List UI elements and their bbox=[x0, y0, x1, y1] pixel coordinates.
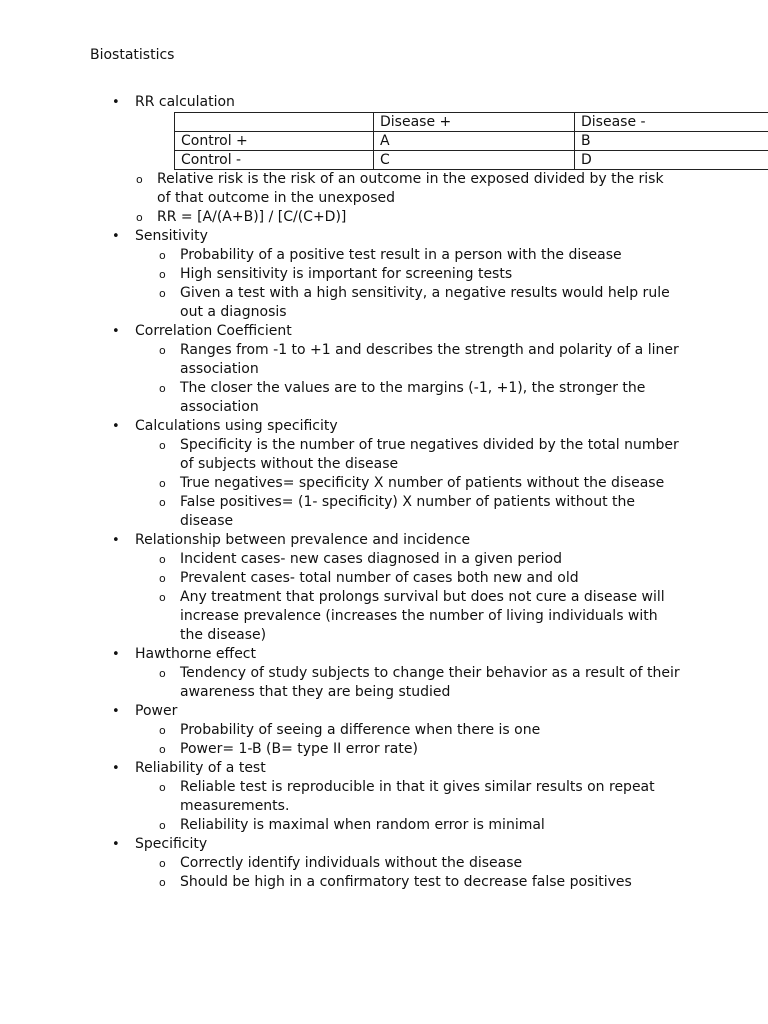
document-title: Biostatistics bbox=[90, 47, 175, 63]
topic-correlation-coefficient bbox=[0, 322, 768, 417]
list-item-text: Reliable test is reproducible in that it gives similar results on repeat measurements. bbox=[180, 779, 655, 814]
sub-bullet-icon: o bbox=[159, 591, 166, 604]
sub-list bbox=[135, 664, 768, 702]
list-item-text: Should be high in a confirmatory test to decrease false positives bbox=[180, 874, 632, 890]
list-item bbox=[135, 379, 680, 417]
list-item-text: Probability of a positive test result in a person with the disease bbox=[180, 247, 622, 263]
table-cell: C bbox=[374, 151, 575, 170]
topic-label: Hawthorne effect bbox=[135, 646, 256, 662]
list-item-text: Reliability is maximal when random error is minimal bbox=[180, 817, 545, 833]
list-item-text: False positives= (1- specificity) X number of patients without the disease bbox=[180, 494, 636, 529]
table-header-cell bbox=[175, 113, 374, 132]
bullet-icon: • bbox=[112, 419, 120, 434]
sub-bullet-icon: o bbox=[159, 667, 166, 680]
list-item-text: Prevalent cases- total number of cases both new and old bbox=[180, 570, 579, 586]
topic-sensitivity bbox=[0, 227, 768, 322]
topic-specificity bbox=[0, 835, 768, 892]
sub-bullet-icon: o bbox=[136, 173, 143, 186]
sub-bullet-icon: o bbox=[159, 477, 166, 490]
topic-reliability-of-a-test bbox=[0, 759, 768, 835]
bullet-icon: • bbox=[112, 324, 120, 339]
topic-rr-calculation bbox=[0, 93, 768, 227]
sub-bullet-icon: o bbox=[159, 496, 166, 509]
list-item bbox=[135, 569, 680, 588]
sub-bullet-icon: o bbox=[159, 268, 166, 281]
list-item bbox=[135, 341, 680, 379]
sub-list bbox=[135, 854, 768, 892]
sub-list bbox=[135, 550, 768, 645]
list-item bbox=[135, 816, 680, 835]
list-item bbox=[135, 588, 680, 645]
topic-calculations-using-specificity bbox=[0, 417, 768, 531]
list-item-text: Ranges from -1 to +1 and describes the strength and polarity of a liner association bbox=[180, 342, 679, 377]
list-item-text: Power= 1-B (B= type II error rate) bbox=[180, 741, 418, 757]
list-item bbox=[135, 493, 680, 531]
sub-list bbox=[135, 721, 768, 759]
sub-list bbox=[135, 778, 768, 835]
topic-label: Reliability of a test bbox=[135, 760, 266, 776]
sub-list bbox=[135, 246, 768, 322]
sub-list bbox=[135, 170, 768, 227]
sub-list bbox=[135, 341, 768, 417]
table-cell: B bbox=[575, 132, 768, 151]
sub-bullet-icon: o bbox=[159, 743, 166, 756]
sub-list bbox=[135, 436, 768, 531]
bullet-icon: • bbox=[112, 229, 120, 244]
bullet-icon: • bbox=[112, 704, 120, 719]
bullet-icon: • bbox=[112, 837, 120, 852]
list-item-text: Tendency of study subjects to change their behavior as a result of their awareness that they are being studied bbox=[180, 665, 680, 700]
table-header-cell: Disease + bbox=[374, 113, 575, 132]
sub-bullet-icon: o bbox=[159, 572, 166, 585]
list-item bbox=[135, 664, 680, 702]
sub-bullet-icon: o bbox=[159, 382, 166, 395]
table-row bbox=[175, 132, 768, 151]
sub-bullet-icon: o bbox=[159, 344, 166, 357]
topic-label: Specificity bbox=[135, 836, 208, 852]
bullet-icon: • bbox=[112, 761, 120, 776]
list-item-text: RR = [A/(A+B)] / [C/(C+D)] bbox=[157, 209, 347, 225]
list-item bbox=[135, 740, 680, 759]
topic-label: Calculations using specificity bbox=[135, 418, 338, 434]
list-item bbox=[135, 778, 680, 816]
list-item-text: The closer the values are to the margins (-1, +1), the stronger the association bbox=[180, 380, 646, 415]
sub-bullet-icon: o bbox=[159, 781, 166, 794]
list-item bbox=[135, 854, 680, 873]
topic-label: Relationship between prevalence and incidence bbox=[135, 532, 471, 548]
list-item-text: Specificity is the number of true negatives divided by the total number of subjects without the disease bbox=[180, 437, 679, 472]
bullet-icon: • bbox=[112, 533, 120, 548]
list-item-text: High sensitivity is important for screening tests bbox=[180, 266, 513, 282]
table-cell: A bbox=[374, 132, 575, 151]
table-cell: Control + bbox=[175, 132, 374, 151]
list-item bbox=[135, 474, 680, 493]
sub-bullet-icon: o bbox=[159, 857, 166, 870]
list-item-text: Relative risk is the risk of an outcome in the exposed divided by the risk of that outcome in the unexposed bbox=[157, 171, 664, 206]
list-item-text: Incident cases- new cases diagnosed in a given period bbox=[180, 551, 562, 567]
table-row bbox=[175, 151, 768, 170]
list-item-text: Any treatment that prolongs survival but does not cure a disease will increase prevalence (increases the number of living individuals with the disease) bbox=[180, 589, 665, 643]
list-item bbox=[135, 265, 680, 284]
notes-outline bbox=[0, 93, 768, 892]
list-item bbox=[135, 208, 677, 227]
sub-bullet-icon: o bbox=[159, 876, 166, 889]
topic-relationship-between-prevalence-and-incidence bbox=[0, 531, 768, 645]
topic-hawthorne-effect bbox=[0, 645, 768, 702]
topic-label: Correlation Coefficient bbox=[135, 323, 292, 339]
list-item bbox=[135, 246, 680, 265]
list-item bbox=[135, 436, 680, 474]
list-item bbox=[135, 284, 680, 322]
bullet-icon: • bbox=[112, 95, 120, 110]
list-item bbox=[135, 873, 680, 892]
topic-power bbox=[0, 702, 768, 759]
table-header-row bbox=[175, 113, 768, 132]
list-item-text: Probability of seeing a difference when there is one bbox=[180, 722, 541, 738]
sub-bullet-icon: o bbox=[159, 249, 166, 262]
table-cell: D bbox=[575, 151, 768, 170]
list-item-text: Given a test with a high sensitivity, a negative results would help rule out a diagnosis bbox=[180, 285, 670, 320]
rr-contingency-table bbox=[174, 112, 768, 170]
list-item bbox=[135, 721, 680, 740]
topic-label: Sensitivity bbox=[135, 228, 208, 244]
topic-label: RR calculation bbox=[135, 94, 235, 110]
list-item-text: True negatives= specificity X number of patients without the disease bbox=[180, 475, 665, 491]
sub-bullet-icon: o bbox=[136, 211, 143, 224]
list-item bbox=[135, 550, 680, 569]
list-item bbox=[135, 170, 677, 208]
topic-label: Power bbox=[135, 703, 178, 719]
sub-bullet-icon: o bbox=[159, 819, 166, 832]
sub-bullet-icon: o bbox=[159, 287, 166, 300]
table-header-cell: Disease - bbox=[575, 113, 768, 132]
sub-bullet-icon: o bbox=[159, 439, 166, 452]
list-item-text: Correctly identify individuals without the disease bbox=[180, 855, 523, 871]
table-cell: Control - bbox=[175, 151, 374, 170]
bullet-icon: • bbox=[112, 647, 120, 662]
sub-bullet-icon: o bbox=[159, 724, 166, 737]
sub-bullet-icon: o bbox=[159, 553, 166, 566]
